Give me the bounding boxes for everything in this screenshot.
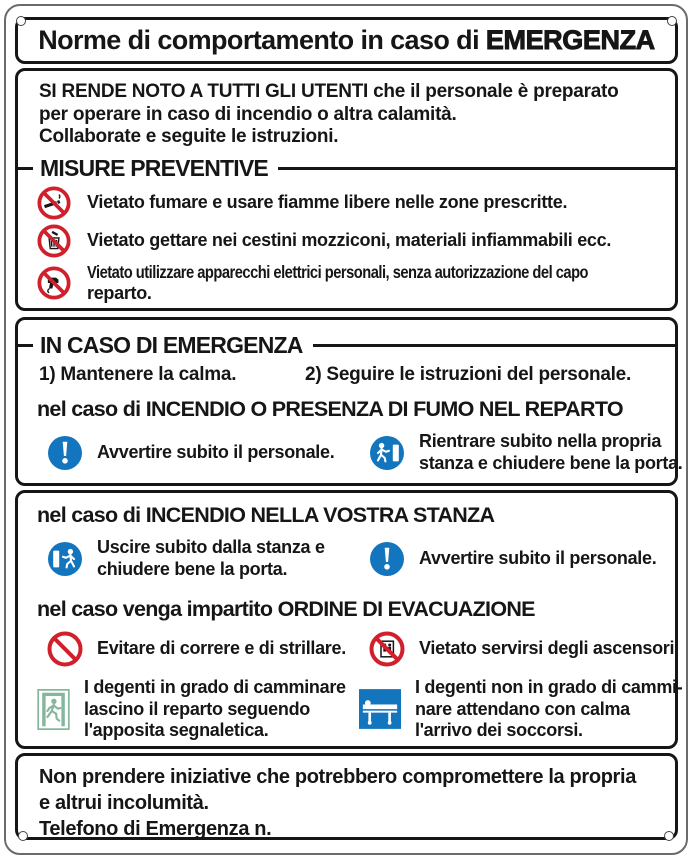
list-item [35, 537, 357, 580]
footer-line-2: e altrui incolumità. [39, 792, 209, 814]
list-item [37, 262, 658, 305]
intro-line-3: Collaborate e seguite le istruzioni. [39, 126, 339, 147]
no-electrical-appliances-text [87, 262, 658, 305]
return-to-room-icon [369, 435, 405, 471]
preventive-panel [15, 68, 678, 311]
list-item [35, 431, 357, 474]
preventive-header-text: MISURE PREVENTIVE [40, 154, 268, 181]
alert-exclamation-icon [369, 541, 405, 577]
list-item [37, 186, 658, 220]
header-left-dash [18, 344, 33, 347]
screw-hole-bottom-right [664, 831, 674, 841]
footer-line-1: Non prendere iniziative che potrebbero compromettere la propria [39, 766, 636, 788]
list-item [35, 677, 357, 742]
instruction-2: 2) Seguire le istruzioni del personale. [305, 364, 632, 385]
no-elevator-icon [369, 631, 405, 667]
fire-in-room-heading: nel caso di INCENDIO NELLA VOSTRA STANZA [37, 503, 495, 527]
screw-hole-top-right [667, 16, 677, 26]
no-running-text: Evitare di correre e di strillare. [97, 638, 346, 659]
list-item [357, 537, 658, 580]
footer-panel [15, 753, 678, 840]
alert-staff-text: Avvertire subito il personale. [419, 547, 657, 568]
text-line: stanza e chiudere bene la porta. [419, 452, 683, 473]
no-cigarette-in-bin-text: Vietato gettare nei cestini mozziconi, materiali infiammabili ecc. [87, 229, 612, 250]
no-running-icon [47, 631, 83, 667]
no-electrical-appliances-icon [37, 266, 71, 300]
text-line: Uscire subito dalla stanza e [97, 537, 325, 557]
rooms-panel [15, 490, 683, 749]
text-line: I degenti non in grado di cammi- [415, 677, 683, 697]
title-panel [15, 17, 678, 64]
intro-paragraph [39, 81, 658, 149]
emergency-panel [15, 317, 683, 486]
list-item [37, 224, 658, 258]
preventive-section-header [18, 154, 675, 181]
text-line: Rientrare subito nella propria [419, 431, 662, 451]
no-smoking-icon [37, 186, 71, 220]
text-line: l'arrivo dei soccorsi. [415, 720, 583, 740]
header-rule [278, 167, 675, 170]
emergency-exit-icon [37, 689, 70, 730]
evacuation-row-2 [35, 677, 683, 742]
text-line: chiudere bene la porta. [97, 558, 288, 579]
walking-patients-text [84, 677, 346, 742]
emergency-header-text: IN CASO DI EMERGENZA [40, 332, 303, 358]
text-line: I degenti in grado di camminare [84, 677, 346, 697]
evacuation-row-1 [35, 631, 679, 667]
non-walking-patients-text [415, 677, 682, 742]
header-left-dash [18, 167, 33, 170]
fire-in-room-row [35, 537, 658, 580]
text-line: nare attendano con calma [415, 698, 630, 719]
list-item [357, 677, 682, 742]
text-line: lascino il reparto seguendo [84, 698, 310, 719]
screw-hole-top-left [16, 16, 26, 26]
return-to-room-text [419, 431, 683, 474]
screw-hole-bottom-left [18, 831, 28, 841]
alert-staff-text: Avvertire subito il personale. [97, 441, 335, 462]
title-prefix: Norme di comportamento in caso di [38, 25, 486, 55]
evacuation-order-heading: nel caso venga impartito ORDINE DI EVACUAZIONE [37, 597, 535, 621]
emergency-phone-line: Telefono di Emergenza n. [39, 818, 272, 840]
fire-in-ward-row [35, 431, 683, 474]
text-line: Vietato utilizzare apparecchi elettrici personali, senza autorizzazione del capo [87, 261, 589, 282]
numbered-instructions [39, 364, 658, 386]
exit-room-icon [47, 541, 83, 577]
no-smoking-text: Vietato fumare e usare fiamme libere nelle zone prescritte. [87, 191, 568, 212]
text-line: reparto. [87, 283, 152, 303]
list-item [35, 631, 357, 667]
intro-line-1: SI RENDE NOTO A TUTTI GLI UTENTI che il personale è preparato [39, 81, 619, 102]
no-cigarette-in-bin-icon [37, 224, 71, 258]
exit-room-text [97, 537, 325, 580]
page-title [38, 27, 655, 54]
list-item [357, 431, 683, 474]
emergency-section-header [18, 334, 675, 357]
no-elevator-text: Vietato servirsi degli ascensori. [419, 638, 679, 659]
text-line: l'apposita segnaletica. [84, 720, 269, 740]
alert-exclamation-icon [47, 435, 83, 471]
header-rule [313, 344, 675, 347]
instruction-1: 1) Mantenere la calma. [39, 364, 237, 385]
list-item [357, 631, 679, 667]
fire-in-ward-heading: nel caso di INCENDIO O PRESENZA DI FUMO NEL REPARTO [37, 397, 623, 421]
title-emphasis: EMERGENZA [485, 25, 655, 55]
stretcher-bed-icon [359, 689, 401, 729]
intro-line-2: per operare in caso di incendio o altra calamità. [39, 103, 457, 125]
